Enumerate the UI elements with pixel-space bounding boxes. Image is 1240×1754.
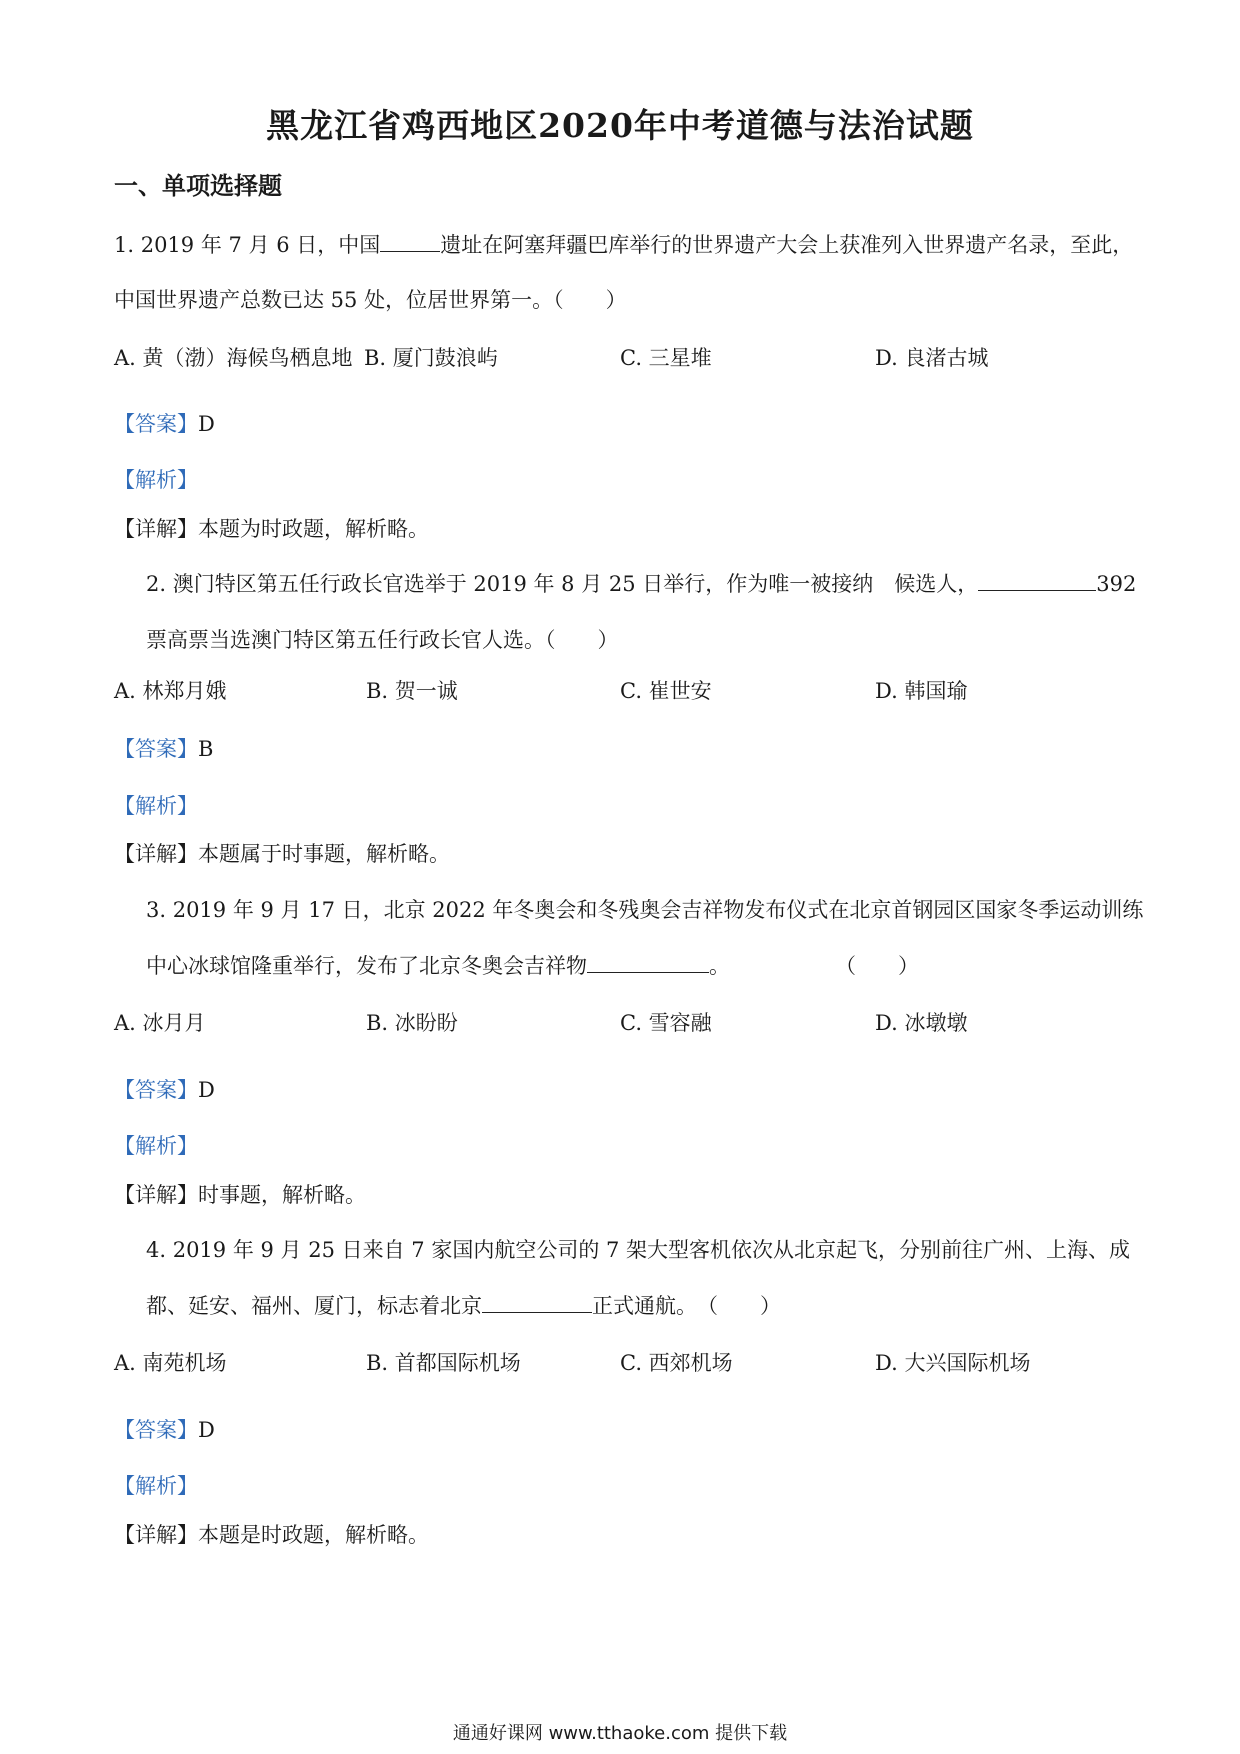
answer-value: D (198, 1078, 215, 1102)
question-4-option-a: A. 南苑机场 (114, 1351, 227, 1375)
question-1-blank (380, 229, 440, 252)
footer-source: 通通好课网 www.tthaoke.com 提供下载 (452, 1723, 788, 1744)
question-1-analysis-tag: 【解析】 (114, 468, 198, 492)
detail-tag: 【详解】 (114, 1183, 198, 1207)
question-2-detail (114, 838, 450, 868)
detail-tag: 【详解】 (114, 1523, 198, 1547)
question-1-option-a: A. 黄（渤）海候鸟栖息地 (114, 346, 353, 370)
question-1-detail (114, 513, 429, 543)
question-2-blank (978, 568, 1096, 591)
answer-value: D (198, 1418, 215, 1442)
question-3-option-a: A. 冰月月 (114, 1011, 206, 1035)
question-4-text-b: 正式通航。 （ ） (592, 1294, 781, 1318)
question-4-analysis-tag: 【解析】 (114, 1474, 198, 1498)
answer-tag: 【答案】 (114, 1418, 198, 1442)
question-2-option-d: D. 韩国瑜 (875, 679, 968, 703)
question-3-blank (587, 950, 709, 973)
question-2-line-2: 票高票当选澳门特区第五任行政长官人选。（ ） (146, 628, 619, 652)
question-3-line-2 (146, 950, 919, 982)
detail-tag: 【详解】 (114, 517, 198, 541)
detail-text: 本题属于时事题，解析略。 (198, 842, 450, 866)
detail-text: 本题为时政题，解析略。 (198, 517, 429, 541)
question-1-option-d: D. 良渚古城 (875, 346, 989, 370)
question-3-analysis-tag: 【解析】 (114, 1134, 198, 1158)
question-3-text-a: 中心冰球馆隆重举行，发布了北京冬奥会吉祥物 (146, 954, 587, 978)
question-4-option-b: B. 首都国际机场 (366, 1351, 521, 1375)
question-1-option-c: C. 三星堆 (620, 346, 712, 370)
page-title: 黑龙江省鸡西地区2020年中考道德与法治试题 (266, 106, 974, 145)
question-2-option-c: C. 崔世安 (620, 679, 712, 703)
question-4-line-2 (146, 1290, 781, 1322)
question-2-line-1 (146, 568, 1136, 600)
answer-tag: 【答案】 (114, 1078, 198, 1102)
question-4-option-d: D. 大兴国际机场 (875, 1351, 1031, 1375)
question-3-line-1: 3. 2019 年 9 月 17 日，北京 2022 年冬奥会和冬残奥会吉祥物发布仪式在北京首钢园区国家冬季运动训练 (146, 898, 1144, 922)
question-4-text-a: 都、延安、福州、厦门，标志着北京 (146, 1294, 482, 1318)
detail-text: 本题是时政题，解析略。 (198, 1523, 429, 1547)
question-2-text-b: 392 (1096, 572, 1137, 596)
question-2-option-a: A. 林郑月娥 (114, 679, 227, 703)
question-3-text-b: 。 （ ） (709, 954, 919, 978)
question-3-answer (114, 1074, 215, 1104)
question-2-answer (114, 733, 213, 763)
question-1-line-2: 中国世界遗产总数已达 55 处，位居世界第一。（ ） (114, 288, 627, 312)
detail-text: 时事题，解析略。 (198, 1183, 366, 1207)
question-3-option-c: C. 雪容融 (620, 1011, 712, 1035)
question-4-detail (114, 1519, 429, 1549)
question-2-option-b: B. 贺一诚 (366, 679, 458, 703)
answer-tag: 【答案】 (114, 412, 198, 436)
answer-tag: 【答案】 (114, 737, 198, 761)
answer-value: D (198, 412, 215, 436)
question-4-line-1: 4. 2019 年 9 月 25 日来自 7 家国内航空公司的 7 架大型客机依次从北京起飞，分别前往广州、上海、成 (146, 1238, 1131, 1262)
section-heading: 一、单项选择题 (114, 171, 282, 200)
question-1-answer (114, 408, 215, 438)
question-4-blank (482, 1290, 592, 1313)
question-3-option-d: D. 冰墩墩 (875, 1011, 968, 1035)
question-1-text-a: 1. 2019 年 7 月 6 日，中国 (114, 233, 381, 257)
answer-value: B (198, 737, 214, 761)
question-1-line-1 (114, 229, 1133, 261)
question-3-detail (114, 1179, 366, 1209)
question-4-option-c: C. 西郊机场 (620, 1351, 733, 1375)
question-1-option-b: B. 厦门鼓浪屿 (364, 346, 498, 370)
question-3-option-b: B. 冰盼盼 (366, 1011, 458, 1035)
question-4-answer (114, 1414, 215, 1444)
question-2-text-a: 2. 澳门特区第五任行政长官选举于 2019 年 8 月 25 日举行，作为唯一被接纳 候选人， (146, 572, 979, 596)
detail-tag: 【详解】 (114, 842, 198, 866)
question-2-analysis-tag: 【解析】 (114, 794, 198, 818)
question-1-text-b: 遗址在阿塞拜疆巴库举行的世界遗产大会上获准列入世界遗产名录，至此， (440, 233, 1134, 257)
